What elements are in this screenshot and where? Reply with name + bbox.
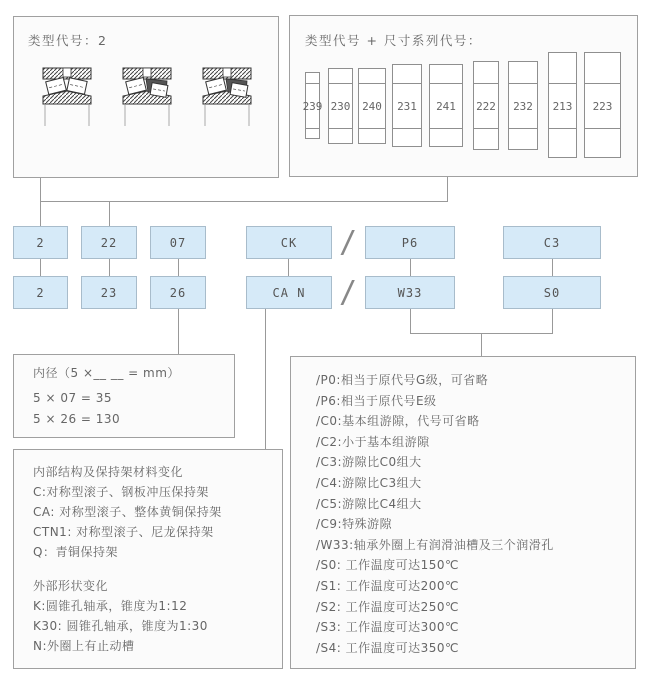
- shape-code-k30: K30: 圆锥孔轴承，锥度为1:30: [33, 619, 208, 633]
- suffix-s1: /S1: 工作温度可达200℃: [316, 578, 460, 593]
- bar-bottom: [473, 128, 499, 150]
- suffix-s4: /S4: 工作温度可达350℃: [316, 640, 460, 655]
- code-box-suffix-2: C3: [503, 226, 601, 259]
- bar-bottom: [328, 128, 353, 144]
- cage-code-ca: CA: 对称型滚子、整体黄铜保持架: [33, 505, 222, 519]
- external-heading: 外部形状变化: [33, 579, 109, 593]
- bar-label-text: 213: [552, 99, 573, 113]
- bar-label: [473, 83, 499, 129]
- bar-label: [328, 83, 353, 129]
- bearing-cross-section-icon: [42, 67, 92, 127]
- suffix-c9: /C9:特殊游隙: [316, 517, 393, 532]
- suffix-s0: /S0: 工作温度可达150℃: [316, 558, 460, 573]
- size-series-bar: [584, 52, 621, 158]
- bar-bottom: [508, 128, 538, 150]
- bar-label: [548, 83, 577, 129]
- connector-line: [109, 201, 110, 226]
- cage-code-q: Q：青铜保持架: [33, 545, 118, 559]
- connector-line: [410, 259, 411, 276]
- bar-label-text: 232: [513, 99, 533, 113]
- suffix-s2: /S2: 工作温度可达250℃: [316, 599, 460, 614]
- connector-line: [552, 309, 553, 333]
- suffix-s3: /S3: 工作温度可达300℃: [316, 620, 460, 635]
- suffix-w33: /W33:轴承外圈上有润滑油槽及三个润滑孔: [316, 537, 554, 552]
- suffix-c3: /C3:游隙比C0组大: [316, 455, 422, 470]
- suffix-codes-text: [316, 370, 554, 658]
- size-series-bar: [358, 68, 386, 144]
- suffix-p0: /P0:相当于原代号G级，可省略: [316, 373, 489, 387]
- bar-label: [392, 83, 422, 129]
- code-box-internal: CK: [246, 226, 332, 259]
- bar-label-text: 240: [362, 99, 382, 113]
- bore-example-2: 5 × 26 = 130: [33, 412, 121, 426]
- bore-diameter-text: [33, 363, 180, 430]
- connector-line: [109, 259, 110, 276]
- bore-example-1: 5 × 07 = 35: [33, 391, 113, 405]
- size-series-bar: [302, 72, 323, 139]
- connector-line: [481, 333, 482, 356]
- bar-label-text: 231: [397, 99, 417, 113]
- bar-label: [429, 83, 463, 129]
- connector-line: [178, 259, 179, 276]
- shape-code-n: N:外圈上有止动槽: [33, 639, 135, 653]
- connector-line: [40, 178, 41, 226]
- cage-code-ctn1: CTN1: 对称型滚子、尼龙保持架: [33, 525, 214, 539]
- bar-bottom: [548, 128, 577, 158]
- bar-top: [429, 64, 463, 84]
- code-box-internal: CA N: [246, 276, 332, 309]
- size-series-bar: [328, 68, 353, 144]
- bar-top: [328, 68, 353, 84]
- bar-label: [508, 83, 538, 129]
- bar-label-text: 230: [330, 99, 351, 113]
- bar-label-text: 223: [592, 99, 613, 113]
- suffix-c2: /C2:小于基本组游隙: [316, 434, 430, 449]
- size-series-bar: [508, 61, 538, 150]
- size-series-bar: [473, 61, 499, 150]
- bar-bottom: [358, 128, 386, 144]
- size-series-bar: [548, 52, 577, 158]
- code-box-bore: 26: [150, 276, 206, 309]
- bar-bottom: [305, 128, 320, 139]
- bar-label-text: 239: [302, 99, 323, 113]
- bar-top: [584, 52, 621, 84]
- internal-heading: 内部结构及保持架材料变化: [33, 465, 184, 479]
- spacer: [33, 562, 222, 576]
- connector-line: [552, 259, 553, 276]
- bore-formula: 内径（5 ×__ __ = mm）: [33, 366, 180, 380]
- connector-line: [178, 309, 179, 354]
- bearing-cross-section-icon: [122, 67, 172, 127]
- bar-bottom: [584, 128, 621, 158]
- code-box-suffix-2: S0: [503, 276, 601, 309]
- suffix-c5: /C5:游隙比C4组大: [316, 496, 422, 511]
- code-box-type: 2: [13, 226, 68, 259]
- connector-line: [40, 201, 448, 202]
- internal-structure-text: [33, 462, 222, 656]
- code-box-series: 22: [81, 226, 137, 259]
- code-box-suffix-1: W33: [365, 276, 455, 309]
- bar-label-text: 241: [436, 99, 456, 113]
- bar-bottom: [392, 128, 422, 147]
- slash-separator: /: [338, 225, 358, 260]
- bar-label: [302, 83, 323, 129]
- cage-code-c: C:对称型滚子、钢板冲压保持架: [33, 485, 209, 499]
- slash-separator: /: [338, 275, 358, 310]
- size-series-title: 类型代号 + 尺寸系列代号：: [305, 33, 482, 48]
- type-code-title: 类型代号：2: [28, 33, 108, 48]
- bar-top: [548, 52, 577, 84]
- code-box-bore: 07: [150, 226, 206, 259]
- suffix-c0: /C0:基本组游隙，代号可省略: [316, 414, 480, 429]
- code-box-suffix-1: P6: [365, 226, 455, 259]
- code-box-series: 23: [81, 276, 137, 309]
- code-box-type: 2: [13, 276, 68, 309]
- suffix-p6: /P6:相当于原代号E级: [316, 393, 437, 408]
- bar-top: [358, 68, 386, 84]
- shape-code-k: K:圆锥孔轴承，锥度为1:12: [33, 599, 188, 613]
- bar-top: [392, 64, 422, 84]
- bar-top: [473, 61, 499, 84]
- connector-line: [265, 309, 266, 449]
- bar-label: [358, 83, 386, 129]
- bar-top: [508, 61, 538, 84]
- bar-label: [584, 83, 621, 129]
- connector-line: [288, 259, 289, 276]
- bar-bottom: [429, 128, 463, 147]
- size-series-bar: [392, 64, 422, 147]
- bearing-cross-section-icon: [202, 67, 252, 127]
- connector-line: [40, 259, 41, 276]
- bar-label-text: 222: [476, 99, 496, 113]
- suffix-c4: /C4:游隙比C3组大: [316, 475, 422, 490]
- size-series-bar: [429, 64, 463, 147]
- connector-line: [447, 177, 448, 202]
- connector-line: [410, 309, 411, 333]
